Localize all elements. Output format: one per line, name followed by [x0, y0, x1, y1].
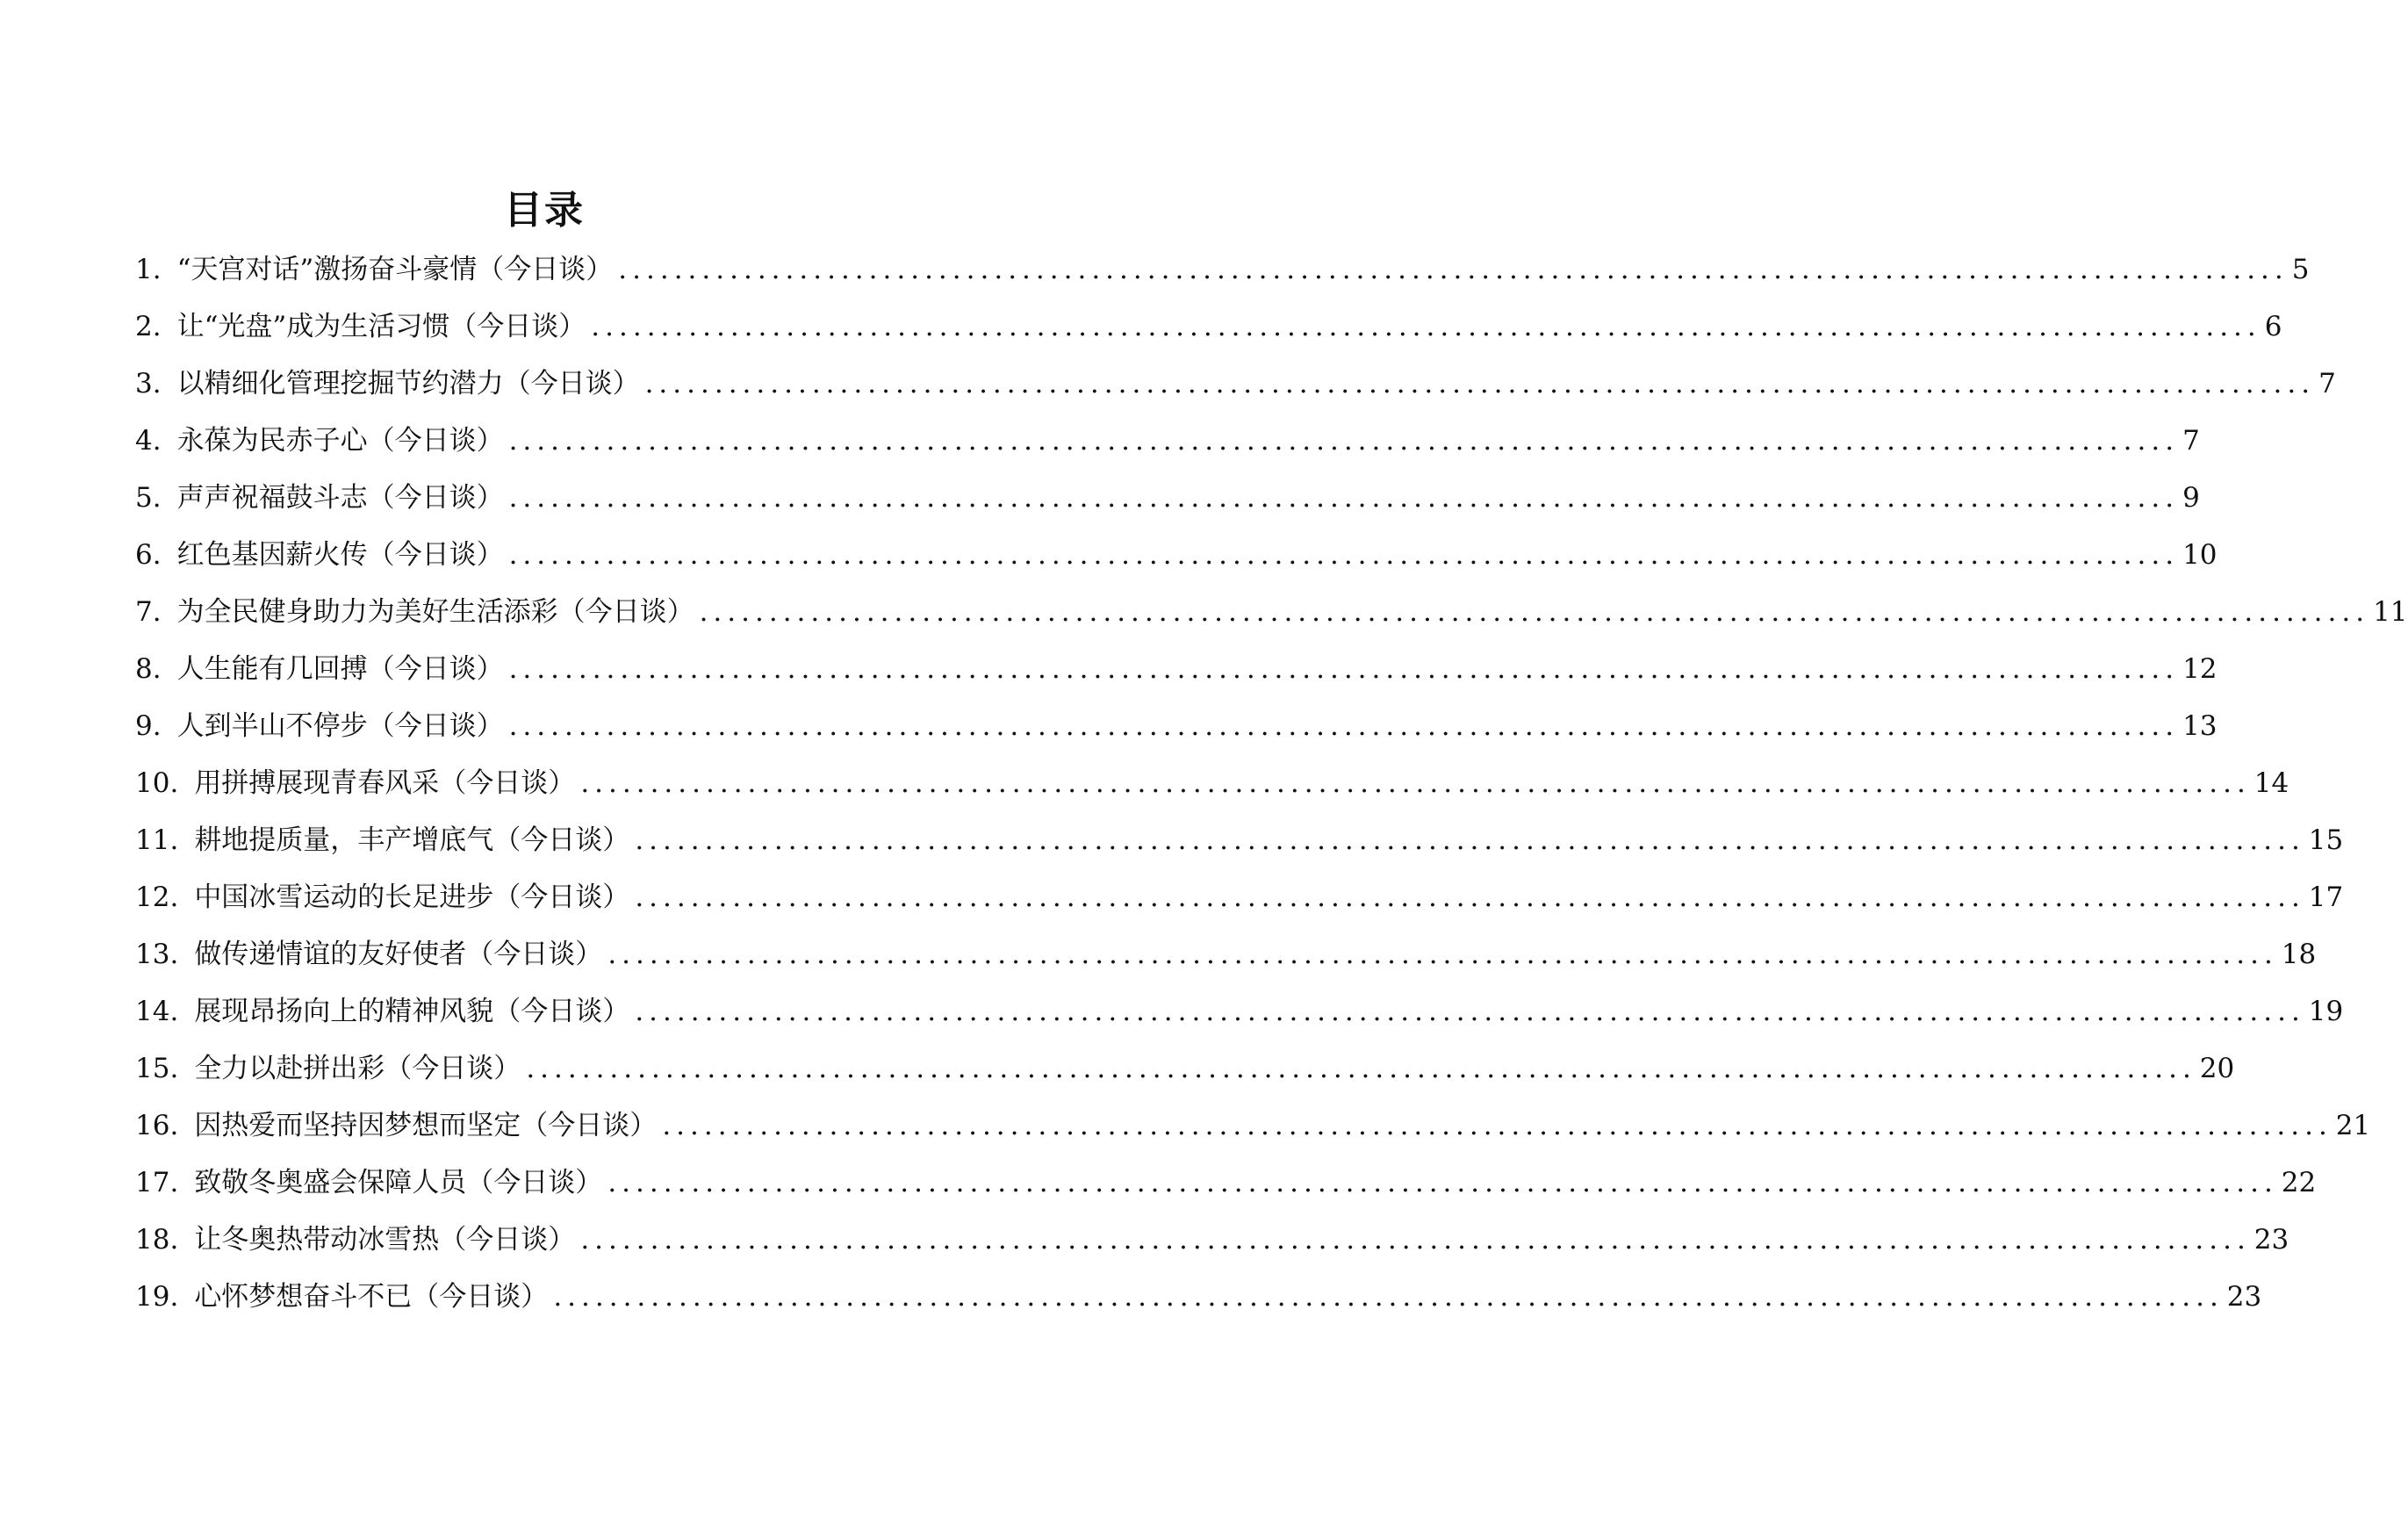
toc-entry-page: 6: [2264, 311, 2282, 342]
toc-leader-dots: ........................................................................................................................: [553, 1281, 2224, 1313]
toc-entry-title: 展现昂扬向上的精神风貌（今日谈）: [194, 996, 630, 1027]
toc-entry-title: 让冬奥热带动冰雪热（今日谈）: [194, 1224, 576, 1256]
toc-entry-title: 声声祝福鼓斗志（今日谈）: [176, 482, 504, 514]
toc-entry-number: 4.: [135, 425, 162, 457]
toc-entry-page: 19: [2308, 996, 2344, 1027]
toc-entry-page: 7: [2318, 368, 2336, 399]
toc-leader-dots: ........................................................................................................................: [635, 882, 2305, 913]
toc-leader-dots: ........................................................................................................................: [662, 1110, 2333, 1141]
toc-entry-number: 5.: [135, 482, 162, 514]
toc-entry[interactable]: [135, 821, 2344, 878]
toc-leader-dots: ........................................................................................................................: [580, 767, 2251, 799]
toc-leader-dots: ........................................................................................................................: [591, 311, 2261, 342]
toc-entry-page: 23: [2253, 1224, 2289, 1256]
toc-entry[interactable]: [135, 421, 2200, 479]
toc-entry[interactable]: [135, 764, 2289, 821]
toc-entry-title: 人生能有几回搏（今日谈）: [176, 653, 504, 685]
toc-entry-page: 14: [2253, 767, 2289, 799]
toc-entry[interactable]: [135, 992, 2344, 1049]
toc-entry-title: 为全民健身助力为美好生活添彩（今日谈）: [176, 596, 694, 628]
toc-entry[interactable]: [135, 1163, 2317, 1220]
toc-leader-dots: ........................................................................................................................: [508, 710, 2180, 742]
toc-entry[interactable]: [135, 250, 2310, 307]
toc-entry-number: 19.: [135, 1281, 179, 1313]
toc-entry-page: 21: [2335, 1110, 2371, 1141]
toc-entry-title: “天宫对话”激扬奋斗豪情（今日谈）: [176, 254, 614, 285]
toc-entry-title: 全力以赴拼出彩（今日谈）: [194, 1053, 521, 1084]
toc-entry-page: 18: [2281, 939, 2317, 970]
toc-entry-page: 13: [2182, 710, 2218, 742]
page-title: 目录: [504, 188, 585, 233]
toc-entry-title: 人到半山不停步（今日谈）: [176, 710, 504, 742]
toc-entry-number: 13.: [135, 939, 179, 970]
toc-entry-title: 耕地提质量，丰产增底气（今日谈）: [194, 824, 630, 856]
toc-entry-title: 用拼搏展现青春风采（今日谈）: [194, 767, 576, 799]
toc-leader-dots: ........................................................................................................................: [508, 539, 2180, 571]
toc-leader-dots: ........................................................................................................................: [508, 425, 2180, 457]
toc-entry-page: 22: [2281, 1167, 2317, 1198]
toc-entry-page: 10: [2182, 539, 2218, 571]
toc-entry[interactable]: [135, 1220, 2289, 1277]
toc-entry[interactable]: [135, 707, 2218, 764]
toc-entry[interactable]: [135, 650, 2218, 707]
toc-entry[interactable]: [135, 364, 2336, 421]
toc-entry-title: 致敬冬奥盛会保障人员（今日谈）: [194, 1167, 603, 1198]
toc-entry[interactable]: [135, 1277, 2262, 1335]
toc-entry[interactable]: [135, 307, 2282, 364]
toc-entry-page: 9: [2182, 482, 2200, 514]
toc-leader-dots: ........................................................................................................................: [580, 1224, 2251, 1256]
toc-list: [135, 250, 2408, 1335]
toc-entry-number: 3.: [135, 368, 162, 399]
toc-entry-title: 因热爱而坚持因梦想而坚定（今日谈）: [194, 1110, 658, 1141]
toc-entry-number: 8.: [135, 653, 162, 685]
toc-entry-title: 让“光盘”成为生活习惯（今日谈）: [176, 311, 586, 342]
toc-leader-dots: ........................................................................................................................: [644, 368, 2316, 399]
toc-entry-title: 心怀梦想奋斗不已（今日谈）: [194, 1281, 549, 1313]
toc-entry[interactable]: [135, 536, 2218, 593]
toc-leader-dots: ........................................................................................................................: [526, 1053, 2196, 1084]
toc-entry-number: 16.: [135, 1110, 179, 1141]
toc-entry-page: 11: [2373, 596, 2408, 628]
toc-entry-title: 中国冰雪运动的长足进步（今日谈）: [194, 882, 630, 913]
toc-entry-number: 11.: [135, 824, 179, 856]
toc-entry-number: 9.: [135, 710, 162, 742]
toc-entry[interactable]: [135, 593, 2408, 650]
toc-entry-title: 红色基因薪火传（今日谈）: [176, 539, 504, 571]
toc-entry-number: 18.: [135, 1224, 179, 1256]
toc-entry-number: 10.: [135, 767, 179, 799]
toc-leader-dots: ........................................................................................................................: [607, 1167, 2278, 1198]
toc-entry-number: 6.: [135, 539, 162, 571]
toc-entry-page: 15: [2308, 824, 2344, 856]
toc-entry-page: 17: [2308, 882, 2344, 913]
toc-leader-dots: ........................................................................................................................: [618, 254, 2289, 285]
toc-entry-page: 5: [2291, 254, 2310, 285]
toc-entry-number: 7.: [135, 596, 162, 628]
toc-entry[interactable]: [135, 878, 2344, 935]
toc-entry-number: 15.: [135, 1053, 179, 1084]
toc-entry-page: 12: [2182, 653, 2218, 685]
toc-entry[interactable]: [135, 1049, 2235, 1106]
toc-entry[interactable]: [135, 1106, 2371, 1163]
toc-entry-title: 以精细化管理挖掘节约潜力（今日谈）: [176, 368, 640, 399]
toc-entry-page: 7: [2182, 425, 2200, 457]
toc-entry-number: 1.: [135, 254, 162, 285]
toc-entry-number: 14.: [135, 996, 179, 1027]
toc-entry[interactable]: [135, 935, 2317, 992]
toc-entry-title: 永葆为民赤子心（今日谈）: [176, 425, 504, 457]
toc-entry[interactable]: [135, 479, 2200, 536]
toc-leader-dots: ........................................................................................................................: [699, 596, 2370, 628]
toc-entry-number: 2.: [135, 311, 162, 342]
toc-entry-page: 20: [2199, 1053, 2235, 1084]
toc-entry-page: 23: [2226, 1281, 2262, 1313]
toc-leader-dots: ........................................................................................................................: [607, 939, 2278, 970]
toc-entry-number: 17.: [135, 1167, 179, 1198]
toc-entry-title: 做传递情谊的友好使者（今日谈）: [194, 939, 603, 970]
toc-leader-dots: ........................................................................................................................: [635, 824, 2305, 856]
toc-leader-dots: ........................................................................................................................: [635, 996, 2305, 1027]
toc-entry-number: 12.: [135, 882, 179, 913]
toc-leader-dots: ........................................................................................................................: [508, 482, 2180, 514]
toc-leader-dots: ........................................................................................................................: [508, 653, 2180, 685]
